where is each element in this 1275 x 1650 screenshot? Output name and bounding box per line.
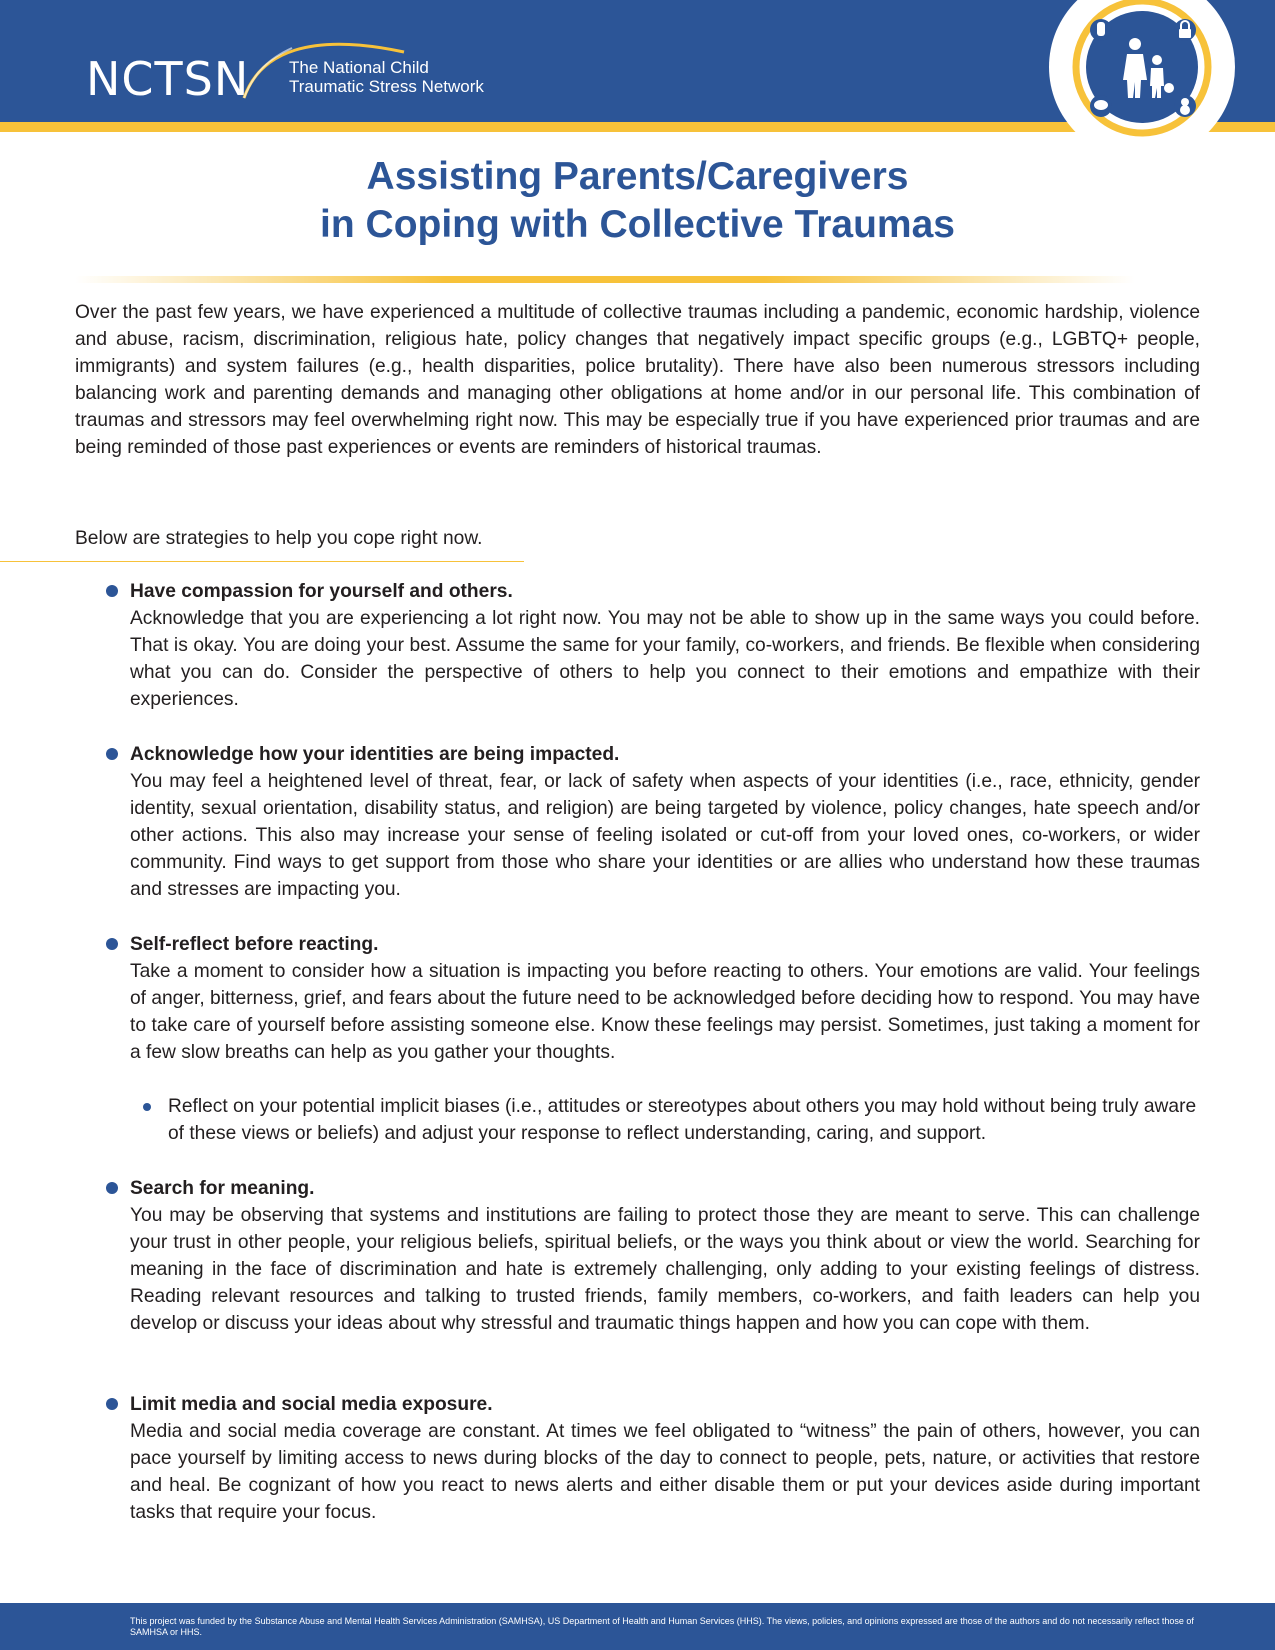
sub-bullet-icon	[143, 1103, 151, 1111]
bullet-icon	[106, 748, 118, 760]
logo-text-line2: Traumatic Stress Network	[289, 77, 484, 96]
strategy-heading: Have compassion for yourself and others.	[130, 581, 513, 602]
sub-bullet-text: Reflect on your potential implicit biases (i.e., attitudes or stereotypes about others you may hold without being truly aware of these views or beliefs) and adjust your response to reflect understanding, caring, and support.	[168, 1096, 1197, 1144]
strategy-item	[130, 1175, 1200, 1337]
strategy-heading: Self-reflect before reacting.	[130, 934, 379, 955]
strategy-item	[130, 741, 1200, 903]
intro-paragraph: Over the past few years, we have experienced a multitude of collective traumas including a pandemic, economic hardship, violence and abuse, racism, discrimination, religious hate, policy changes that negatively impact specific groups (e.g., LGBTQ+ people, immigrants) and system failures (e.g., health disparities, police brutality). There have also been numerous stressors including balancing work and parenting demands and managing other obligations at home and/or in our personal life. This combination of traumas and stressors may feel overwhelming right now. This may be especially true if you have experienced prior traumas and are being reminded of those past experiences or events are reminders of historical traumas.	[75, 302, 1200, 458]
logo-text	[289, 58, 484, 96]
strategy-item	[130, 931, 1200, 1066]
bullet-icon	[106, 1398, 118, 1410]
strategy-body: Media and social media coverage are constant. At times we feel obligated to “witness” the pain of others, however, you can pace yourself by limiting access to news during blocks of the day to connect to people, pets, nature, or activities that restore and heal. Be cognizant of how you react to news alerts and either disable them or put your devices aside during important tasks that require your focus.	[130, 1421, 1200, 1523]
bullet-icon	[106, 585, 118, 597]
page-title	[0, 153, 1275, 249]
strategy-body: Take a moment to consider how a situation is impacting you before reacting to others. Your emotions are valid. Your feelings of anger, bitterness, grief, and fears about the future need to be acknowledged before deciding how to respond. You may have to take care of yourself before assisting someone else. Know these feelings may persist. Sometimes, just taking a moment for a few slow breaths can help as you gather your thoughts.	[130, 961, 1200, 1063]
title-line2: in Coping with Collective Traumas	[320, 203, 955, 246]
bullet-icon	[106, 938, 118, 950]
nctsn-logo-mark: NCTSN	[86, 52, 250, 106]
strategy-heading: Acknowledge how your identities are being impacted.	[130, 744, 620, 765]
logo-text-line1: The National Child	[289, 58, 429, 77]
title-divider	[75, 276, 1135, 283]
strategy-heading: Search for meaning.	[130, 1178, 315, 1199]
strategy-heading: Limit media and social media exposure.	[130, 1394, 493, 1415]
strategy-body: Acknowledge that you are experiencing a lot right now. You may not be able to show up in the same ways you could before. That is okay. You are doing your best. Assume the same for your family, co-workers, and friends. Be flexible when considering what you can do. Consider the perspective of others to help you connect to their emotions and empathize with their experiences.	[130, 608, 1200, 710]
strategy-item	[130, 1391, 1200, 1526]
strategy-body: You may feel a heightened level of threat, fear, or lack of safety when aspects of your identities (i.e., race, ethnicity, gender identity, sexual orientation, disability status, and religion) are being targeted by violence, policy changes, hate speech and/or other actions. This also may increase your sense of feeling isolated or cut-off from your loved ones, co-workers, or wider community. Find ways to get support from those who share your identities or are allies who understand how these traumas and stresses are impacting you.	[130, 771, 1200, 900]
family-circle-emblem-icon	[1061, 0, 1223, 148]
strategy-item	[130, 578, 1200, 713]
footer-disclaimer: This project was funded by the Substance Abuse and Mental Health Services Administration (SAMHSA), US Department of Health and Human Services (HHS). The views, policies, and opinions expressed are those of the authors and do not necessarily reflect those of SAMHSA or HHS.	[130, 1616, 1194, 1637]
lead-divider	[0, 561, 524, 562]
bullet-icon	[106, 1182, 118, 1194]
strategy-body: You may be observing that systems and institutions are failing to protect those they are meant to serve. This can challenge your trust in other people, your religious beliefs, spiritual beliefs, or the ways you think about or view the world. Searching for meaning in the face of discrimination and hate is extremely challenging, only adding to your existing feelings of distress. Reading relevant resources and talking to trusted friends, family members, co-workers, and faith leaders can help you develop or discuss your ideas about why stressful and traumatic things happen and how you can cope with them.	[130, 1205, 1200, 1334]
title-line1: Assisting Parents/Caregivers	[366, 155, 909, 198]
intro-lead: Below are strategies to help you cope right now.	[75, 528, 483, 549]
sub-bullet-item	[168, 1093, 1200, 1147]
